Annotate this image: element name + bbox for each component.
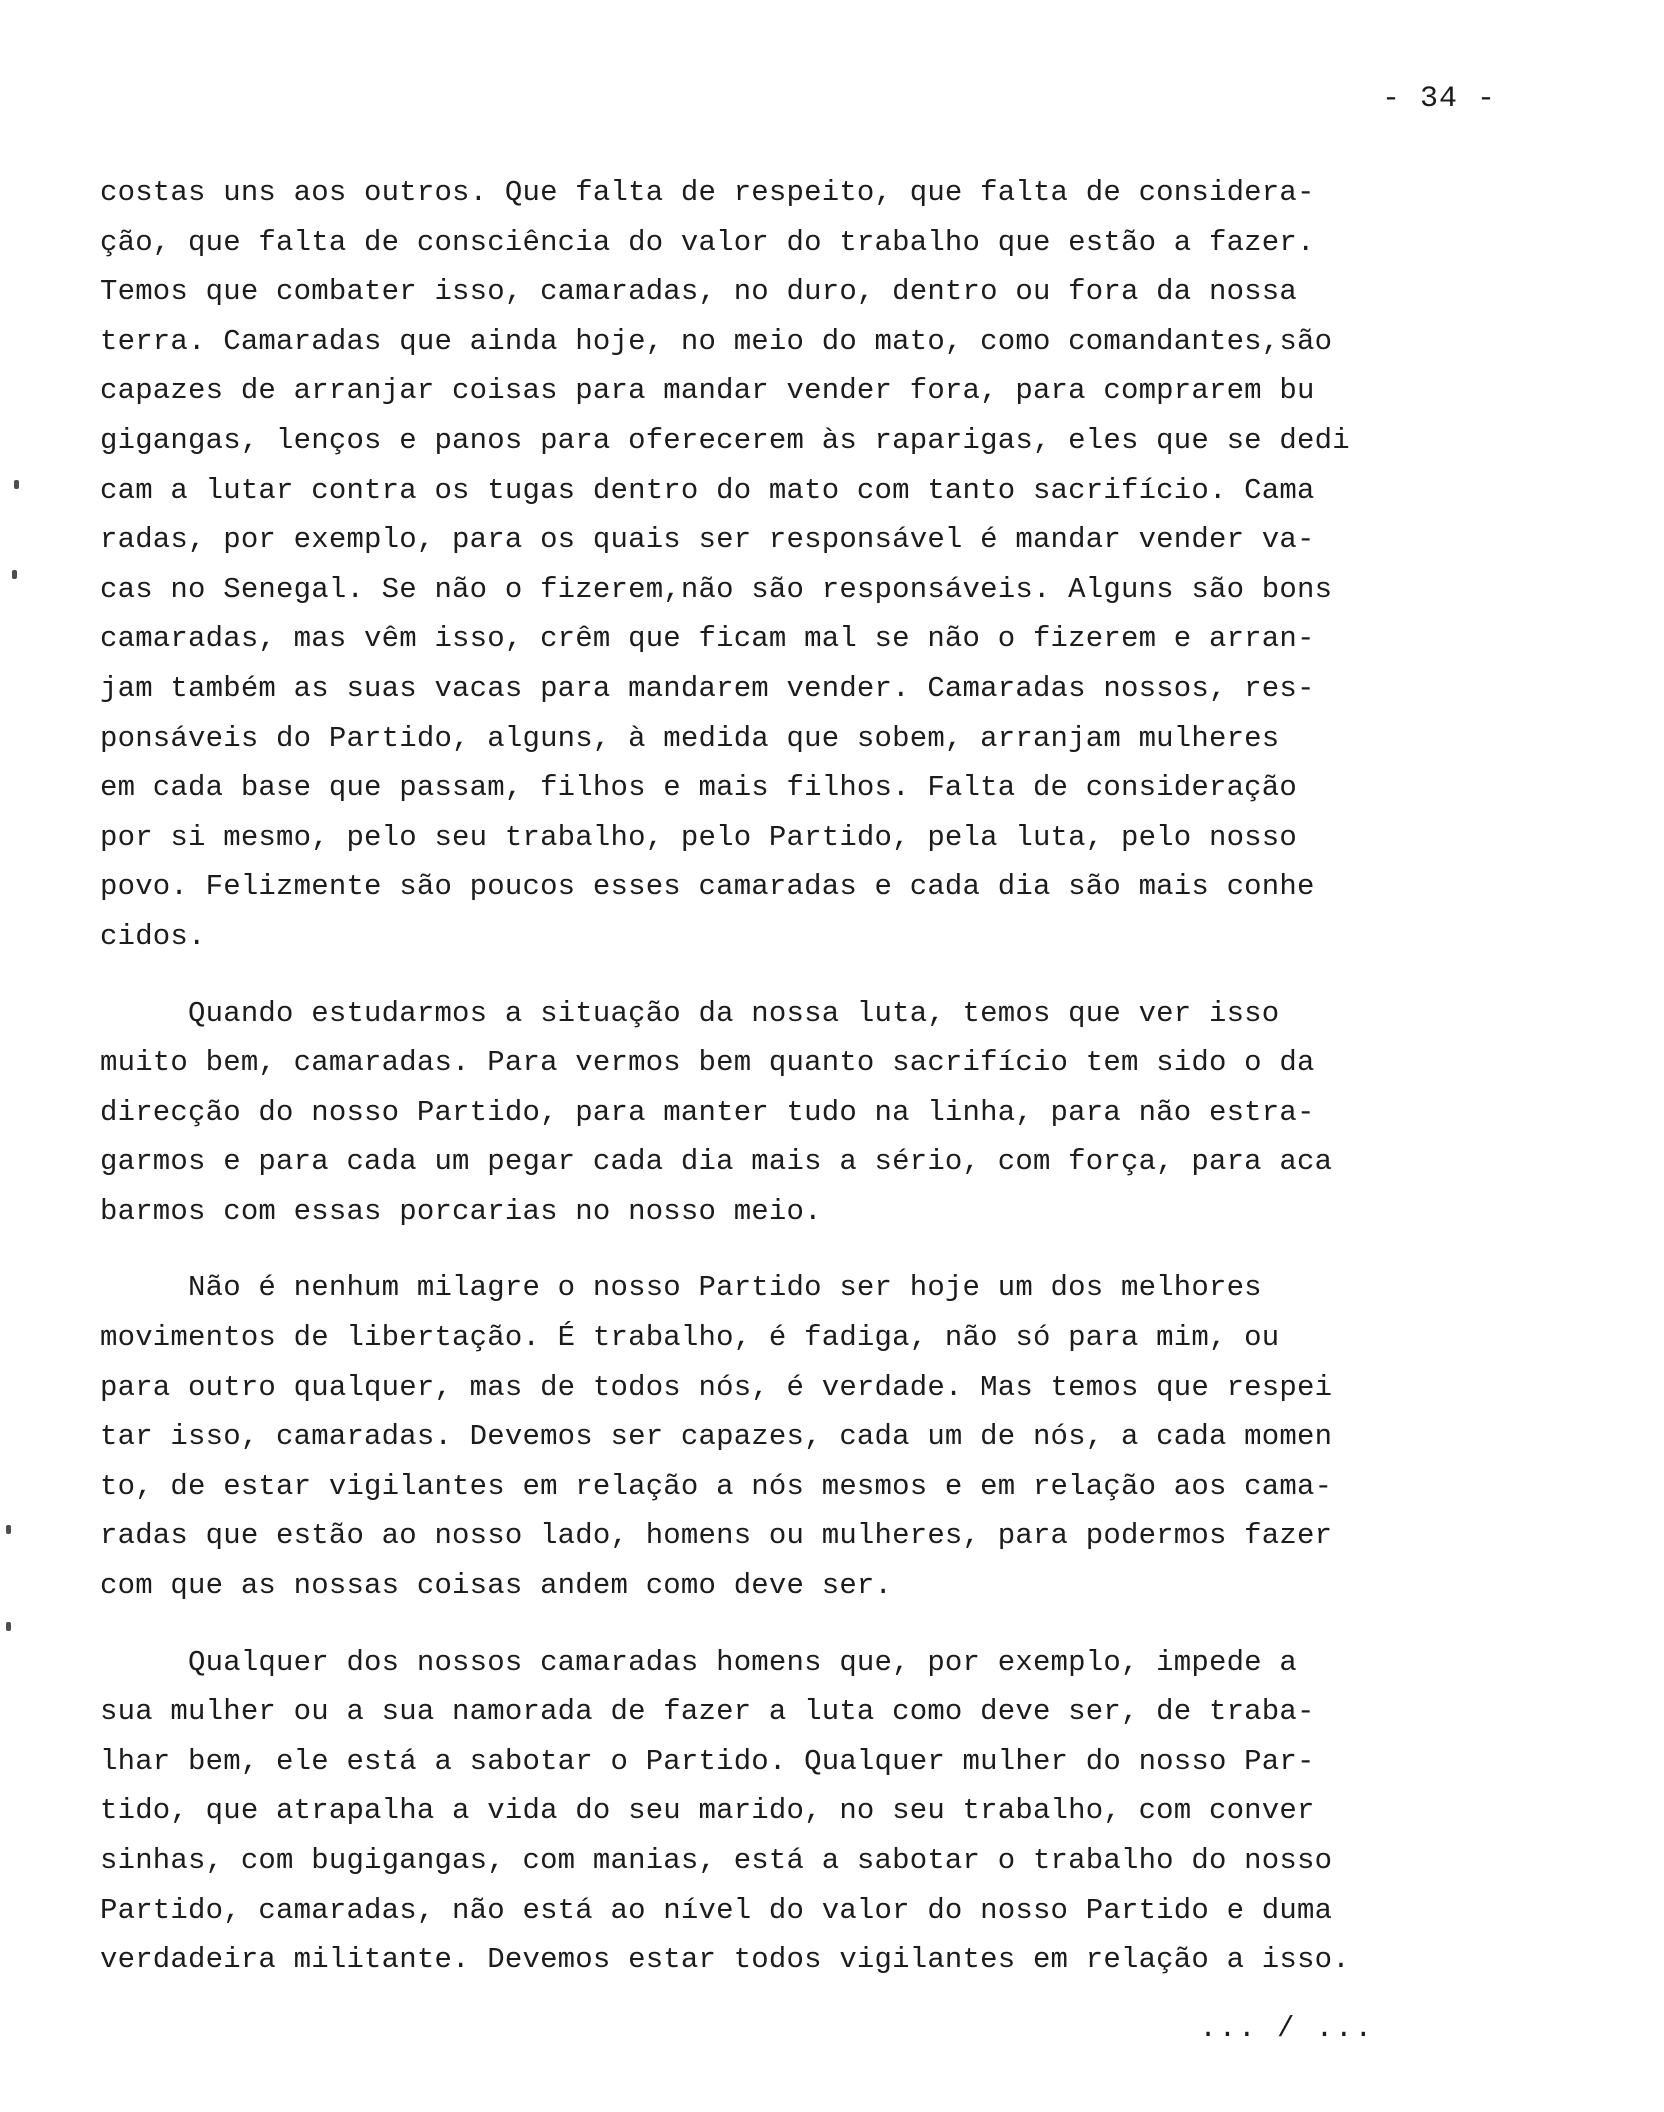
body-text	[100, 168, 1545, 1985]
text-line: sinhas, com bugigangas, com manias, está a sabotar o trabalho do nosso	[100, 1844, 1333, 1877]
text-line: terra. Camaradas que ainda hoje, no meio do mato, como comandantes,são	[100, 324, 1333, 358]
text-line: gigangas, lenços e panos para oferecerem às raparigas, eles que se dedi	[100, 423, 1350, 457]
text-line: barmos com essas porcarias no nosso meio.	[100, 1194, 822, 1228]
text-line: sua mulher ou a sua namorada de fazer a luta como deve ser, de traba-	[100, 1695, 1315, 1729]
paragraph	[100, 1638, 1545, 1985]
text-line: costas uns aos outros. Que falta de respeito, que falta de considera-	[100, 176, 1315, 209]
scan-speck	[12, 570, 17, 579]
text-line: tido, que atrapalha a vida do seu marido, no seu trabalho, com conver	[100, 1794, 1315, 1828]
text-line: radas, por exemplo, para os quais ser responsável é mandar vender va-	[100, 523, 1315, 557]
text-line: Não é nenhum milagre o nosso Partido ser hoje um dos melhores	[100, 1271, 1262, 1305]
text-line: to, de estar vigilantes em relação a nós mesmos e em relação aos cama-	[100, 1469, 1333, 1503]
paragraph	[100, 1263, 1545, 1610]
scan-speck	[6, 1525, 11, 1534]
text-line: com que as nossas coisas andem como deve ser.	[100, 1569, 893, 1603]
text-line: por si mesmo, pelo seu trabalho, pelo Partido, pela luta, pelo nosso	[100, 820, 1297, 854]
text-line: capazes de arranjar coisas para mandar vender fora, para comprarem bu	[100, 374, 1315, 408]
text-line: cam a lutar contra os tugas dentro do mato com tanto sacrifício. Cama	[100, 473, 1315, 507]
text-line: tar isso, camaradas. Devemos ser capazes, cada um de nós, a cada momen	[100, 1420, 1333, 1454]
text-line: Partido, camaradas, não está ao nível do valor do nosso Partido e duma	[100, 1893, 1333, 1927]
text-line: povo. Felizmente são poucos esses camaradas e cada dia são mais conhe	[100, 870, 1315, 904]
text-line: Temos que combater isso, camaradas, no duro, dentro ou fora da nossa	[100, 275, 1297, 309]
text-line: verdadeira militante. Devemos estar todos vigilantes em relação a isso.	[100, 1943, 1350, 1977]
text-line: garmos e para cada um pegar cada dia mais a sério, com força, para aca	[100, 1145, 1333, 1179]
text-line: para outro qualquer, mas de todos nós, é verdade. Mas temos que respei	[100, 1370, 1333, 1404]
text-line: ção, que falta de consciência do valor do trabalho que estão a fazer.	[100, 225, 1315, 259]
text-line: Qualquer dos nossos camaradas homens que, por exemplo, impede a	[100, 1645, 1297, 1679]
text-line: jam também as suas vacas para mandarem vender. Camaradas nossos, res-	[100, 671, 1315, 705]
text-line: radas que estão ao nosso lado, homens ou mulheres, para podermos fazer	[100, 1519, 1333, 1553]
text-line: Quando estudarmos a situação da nossa luta, temos que ver isso	[100, 996, 1280, 1030]
text-line: cas no Senegal. Se não o fizerem,não são responsáveis. Alguns são bons	[100, 572, 1333, 606]
page-number: - 34 -	[1381, 82, 1496, 116]
text-line: lhar bem, ele está a sabotar o Partido. Qualquer mulher do nosso Par-	[100, 1744, 1315, 1778]
text-line: ponsáveis do Partido, alguns, à medida que sobem, arranjam mulheres	[100, 721, 1280, 755]
text-line: em cada base que passam, filhos e mais filhos. Falta de consideração	[100, 771, 1297, 805]
text-line: cidos.	[100, 919, 206, 953]
text-line: direcção do nosso Partido, para manter tudo na linha, para não estra-	[100, 1095, 1315, 1129]
paragraph	[100, 989, 1545, 1237]
text-line: movimentos de libertação. É trabalho, é fadiga, não só para mim, ou	[100, 1321, 1280, 1355]
continuation-marker: ... / ...	[1199, 2012, 1374, 2045]
paragraph	[100, 168, 1545, 962]
scan-speck	[6, 1622, 11, 1631]
scan-speck	[14, 480, 19, 489]
text-line: muito bem, camaradas. Para vermos bem quanto sacrifício tem sido o da	[100, 1046, 1315, 1080]
text-line: camaradas, mas vêm isso, crêm que ficam mal se não o fizerem e arran-	[100, 622, 1315, 656]
